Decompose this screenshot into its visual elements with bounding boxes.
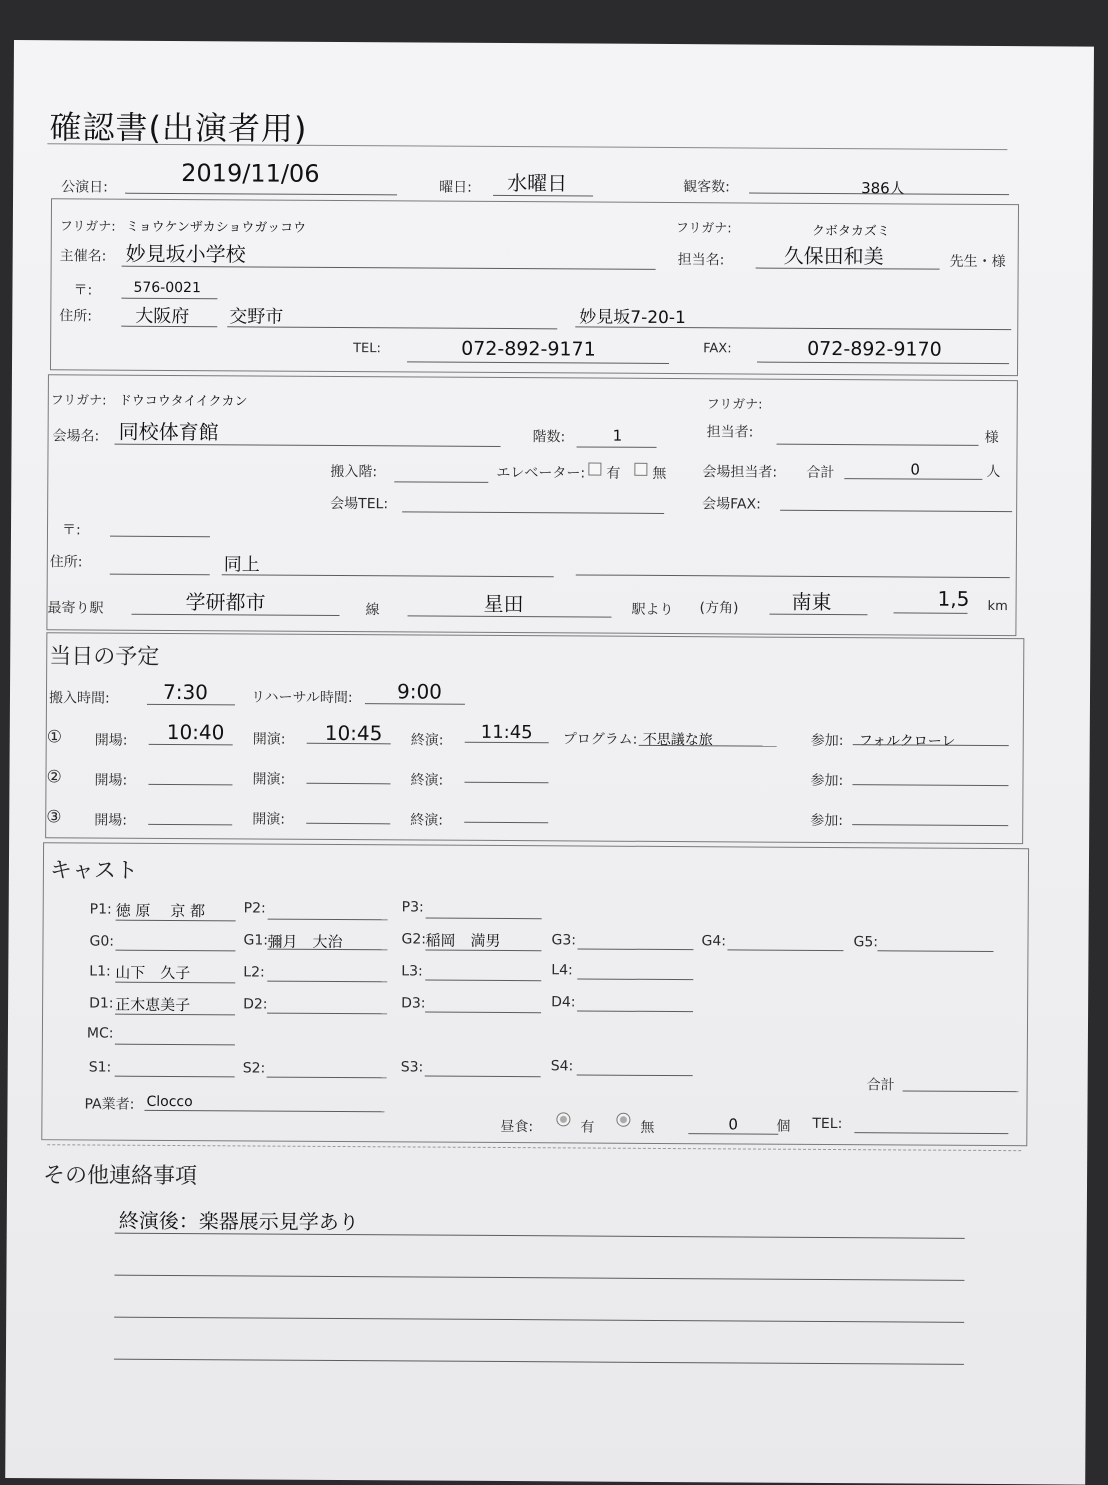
tel-label: TEL: (353, 341, 381, 357)
organizer-name-underline (122, 266, 656, 270)
venue-fax-underline (780, 510, 1012, 512)
d1-label: D1: (89, 995, 114, 1012)
row-3-open-label: 開場: (94, 812, 128, 829)
contact-furigana: クボタカズミ (811, 223, 890, 240)
d1-underline (115, 1014, 235, 1016)
lunch-tel-underline (854, 1132, 1008, 1134)
nearest-station-label: 最寄り駅 (47, 600, 104, 617)
document-title: 確認書(出演者用) (49, 108, 308, 148)
row-2-join-underline (852, 784, 1008, 786)
weekday-label: 曜日: (439, 179, 472, 196)
g3-label: G3: (551, 932, 577, 949)
l2-underline (267, 981, 387, 983)
organizer-name-label: 主催名: (59, 248, 107, 265)
venue-address-underline-2 (222, 574, 554, 577)
from-station-label: 駅より (631, 601, 674, 619)
staff-furigana-label: フリガナ: (706, 397, 763, 413)
p2-label: P2: (243, 900, 266, 917)
s3-underline (425, 1076, 541, 1078)
mc-underline (115, 1044, 235, 1046)
weekday: 水曜日 (507, 171, 568, 196)
row-2-join-label: 参加: (810, 772, 844, 790)
d4-underline (577, 1010, 693, 1012)
g3-underline (577, 948, 693, 950)
venue-furigana-label: フリガナ: (50, 393, 107, 409)
p1-name: 徳 原 京 都 (115, 901, 206, 921)
row-3-end-label: 終演: (410, 812, 444, 829)
loadin-floor-label: 搬入階: (330, 463, 378, 481)
venue-zip-underline (110, 536, 210, 538)
g1-name: 彌月 大治 (267, 932, 343, 952)
elevator-no-label: 無 (652, 465, 667, 482)
honorific: 先生・様 (949, 253, 1006, 271)
date-underline (125, 193, 397, 196)
schedule-section (45, 632, 1024, 844)
venue-address-underline-3 (576, 574, 1010, 578)
d2-underline (267, 1013, 387, 1015)
organizer-name: 妙見坂小学校 (125, 241, 246, 267)
s2-label: S2: (242, 1060, 266, 1077)
fax-underline (757, 362, 1009, 365)
row-1-program: 不思議な旅 (642, 731, 713, 749)
distance: 1,5 (937, 586, 970, 611)
lunch-unit: 個 (776, 1118, 791, 1135)
city: 交野市 (229, 306, 284, 328)
loadin-time: 7:30 (162, 679, 209, 705)
audience-count: 386人 (861, 179, 905, 198)
performance-date: 2019/11/06 (181, 159, 320, 188)
direction-label: (方角) (699, 600, 739, 617)
venue-address-label: 住所: (49, 554, 83, 571)
notes-underline-3 (114, 1317, 964, 1323)
notes-underline-4 (114, 1359, 964, 1365)
row-1-open-underline (149, 744, 233, 746)
row-1-join-label: 参加: (810, 732, 844, 750)
row-1-end-time: 11:45 (480, 721, 533, 744)
l4-underline (577, 978, 693, 980)
weekday-underline (493, 195, 593, 197)
distance-underline (894, 612, 968, 613)
venue-address: 同上 (223, 554, 260, 576)
contact-furigana-label: フリガナ: (675, 221, 732, 237)
pa-company: Clocco (146, 1093, 193, 1111)
loadin-underline (147, 704, 235, 706)
p3-underline (426, 918, 542, 920)
venue-section (46, 374, 1018, 636)
row-1-program-label: プログラム: (562, 731, 638, 748)
rehearsal-underline (365, 703, 465, 705)
g2-underline (425, 950, 541, 952)
row-1-start-time: 10:45 (324, 720, 383, 746)
notes-heading: その他連絡事項 (42, 1163, 198, 1190)
row-3-open-underline (148, 824, 232, 826)
cast-total-label: 合計 (866, 1077, 895, 1094)
p1-label: P1: (89, 901, 112, 918)
contact-name: 久保田和美 (783, 243, 884, 269)
g0-label: G0: (89, 933, 115, 950)
pa-underline (144, 1110, 384, 1112)
floor-count: 1 (612, 426, 623, 445)
d4-label: D4: (551, 994, 576, 1011)
s1-label: S1: (88, 1059, 112, 1076)
row-1-end-underline (465, 742, 549, 744)
s4-underline (577, 1074, 693, 1076)
schedule-heading: 当日の予定 (49, 644, 160, 670)
rail-line-underline (131, 614, 339, 616)
zip-code: 576-0021 (133, 279, 201, 297)
row-1-end-label: 終演: (410, 732, 444, 749)
station-underline (407, 615, 611, 617)
venue-staff-label: 会場担当者: (702, 464, 778, 481)
pa-label: PA業者: (84, 1096, 135, 1113)
elevator-yes-label: 有 (606, 465, 621, 482)
row-2-end-underline (464, 782, 548, 784)
d1-name: 正木恵美子 (115, 995, 191, 1015)
elevator-yes-checkbox[interactable] (588, 463, 601, 476)
floor-underline (577, 446, 657, 447)
l4-label: L4: (551, 962, 573, 979)
tel-number: 072-892-9171 (461, 337, 596, 361)
direction: 南東 (791, 589, 832, 615)
fax-label: FAX: (703, 341, 732, 357)
notes-underline-1 (115, 1233, 965, 1239)
venue-address-underline-1 (110, 574, 210, 576)
g0-underline (115, 950, 235, 952)
notes-line-1: 終演後：楽器展示見学あり (118, 1208, 359, 1235)
rehearsal-label: リハーサル時間: (250, 689, 353, 707)
row-3-number: ③ (46, 807, 62, 828)
address-label: 住所: (59, 308, 93, 325)
venue-furigana: ドウコウタイイクカン (118, 393, 248, 410)
cast-section (41, 842, 1029, 1146)
l3-underline (425, 980, 541, 982)
g5-label: G5: (853, 934, 879, 951)
s3-label: S3: (400, 1059, 424, 1076)
g2-name: 稲岡 満男 (425, 931, 501, 950)
g1-label: G1: (243, 932, 269, 949)
lunch-yes-label: 有 (580, 1119, 595, 1136)
lunch-count: 0 (728, 1115, 738, 1134)
tel-underline (407, 361, 669, 364)
d2-label: D2: (243, 996, 268, 1013)
g2-label: G2: (401, 931, 427, 948)
document-page (5, 40, 1094, 1485)
lunch-yes-radio[interactable] (556, 1112, 570, 1126)
street-underline (575, 326, 1011, 330)
row-2-start-underline (306, 783, 390, 785)
row-3-start-label: 開演: (252, 811, 286, 828)
lunch-label: 昼食: (500, 1118, 534, 1136)
p1-underline (116, 920, 236, 922)
row-2-open-underline (148, 784, 232, 786)
d3-label: D3: (401, 995, 426, 1012)
venue-name-label: 会場名: (52, 428, 100, 445)
audience-label: 観客数: (683, 179, 730, 196)
row-2-number: ② (46, 767, 62, 788)
lunch-tel-label: TEL: (812, 1115, 843, 1133)
lunch-no-radio[interactable] (616, 1113, 630, 1127)
l1-underline (115, 982, 235, 984)
row-3-end-underline (464, 822, 548, 824)
elevator-label: エレベーター: (496, 464, 586, 482)
p2-underline (268, 919, 388, 921)
notes-underline-2 (114, 1275, 964, 1281)
d3-underline (425, 1012, 541, 1014)
elevator-no-checkbox[interactable] (634, 463, 647, 476)
loadin-time-label: 搬入時間: (48, 690, 110, 707)
g5-underline (877, 950, 993, 952)
contact-underline (756, 268, 940, 270)
l1-label: L1: (89, 963, 111, 980)
km-unit: km (987, 598, 1008, 615)
cast-total-underline (903, 1090, 1019, 1092)
organizer-furigana-label: フリガナ: (59, 219, 116, 235)
row-1-number: ① (46, 727, 63, 748)
row-3-join-label: 参加: (810, 812, 844, 830)
rehearsal-time: 9:00 (396, 679, 443, 704)
fax-number: 072-892-9170 (807, 337, 942, 361)
venue-zip-label: 〒: (61, 522, 81, 539)
line-label: 線 (365, 602, 380, 619)
zip-label: 〒: (73, 282, 93, 299)
staff-underline (777, 444, 979, 446)
s2-underline (267, 1077, 387, 1079)
row-2-end-label: 終演: (410, 772, 444, 789)
mc-label: MC: (86, 1025, 114, 1042)
venue-staff-total-label: 合計 (806, 464, 835, 482)
venue-tel-underline (402, 511, 664, 514)
l3-label: L3: (401, 963, 423, 980)
venue-staff-underline (844, 478, 982, 480)
venue-tel-label: 会場TEL: (330, 495, 389, 513)
row-1-join: フォルクローレ (858, 733, 956, 750)
p3-label: P3: (401, 899, 424, 916)
zip-underline (121, 298, 217, 300)
street-address: 妙見坂7-20-1 (579, 307, 686, 329)
venue-name-underline (115, 444, 501, 447)
row-1-open-label: 開場: (94, 732, 128, 749)
organizer-furigana: ミョウケンザカショウガッコウ (125, 219, 307, 236)
g4-label: G4: (701, 933, 727, 950)
row-3-start-underline (306, 823, 390, 825)
g4-underline (727, 949, 843, 951)
prefecture: 大阪府 (135, 305, 190, 328)
row-1-open-time: 10:40 (166, 719, 225, 745)
performance-date-label: 公演日: (61, 179, 108, 196)
direction-underline (770, 614, 868, 616)
staff-suffix: 様 (984, 429, 999, 447)
s4-label: S4: (550, 1058, 574, 1075)
floor-label: 階数: (532, 429, 566, 446)
loadin-floor-underline (394, 481, 488, 483)
venue-name: 同校体育館 (118, 419, 219, 445)
venue-fax-label: 会場FAX: (702, 496, 761, 513)
row-2-open-label: 開場: (94, 772, 128, 789)
lunch-count-underline (688, 1133, 778, 1135)
station-name: 星田 (483, 591, 524, 617)
l2-label: L2: (243, 964, 265, 981)
row-3-join-underline (852, 824, 1008, 826)
venue-staff-total: 0 (910, 460, 920, 479)
organizer-section (50, 198, 1019, 376)
l1-name: 山下 久子 (115, 963, 191, 983)
people-unit: 人 (986, 463, 1001, 481)
rail-line: 学研都市 (185, 590, 266, 615)
lunch-no-label: 無 (640, 1119, 655, 1136)
staff-label: 担当者: (706, 424, 754, 441)
row-1-start-label: 開演: (252, 731, 286, 748)
contact-name-label: 担当名: (677, 252, 725, 269)
s1-underline (115, 1076, 235, 1078)
row-2-start-label: 開演: (252, 771, 286, 788)
cast-heading: キャスト (49, 858, 139, 884)
